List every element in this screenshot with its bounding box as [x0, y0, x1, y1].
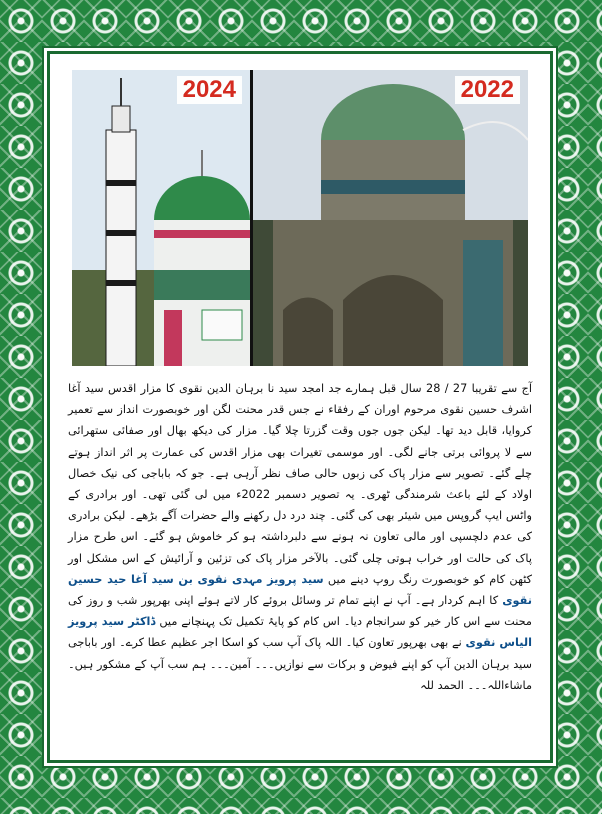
shrine-2024-illustration	[72, 70, 250, 366]
article-paragraph	[68, 378, 532, 696]
highlighted-name-2: ڈاکٹر سید پرویز الیاس نقوی	[68, 615, 532, 650]
shrine-2022-illustration	[253, 70, 528, 366]
paragraph-part-1: آج سے تقریبا 27 / 28 سال قبل ہمارے جد امجد سید نا برہان الدین نقوی کا مزار اقدس سید آغا اشرف حسین نقوی مرحوم اوران کے رفقاء نے جس قدر محنت لگن اور خوبصورت انداز سے تعمیر کروایا، قابل دید تھا۔ لیکن جوں جوں وقت گزرتا چلا گیا۔ مزار کی دیکھ بھال اور صفائی ستھرائی سے لا پروائی برتی جانے لگی۔ اور موسمی تغیرات بھی مزار اقدس کی عمارت پر اثر انداز ہوتے چلے گئے۔ تصویر سے مزار پاک کی زبوں حالی صاف نظر آرہی ہے۔ جو کہ باباجی کی نیک خصال اولاد کے لئے باعث شرمندگی ٹھری۔ یہ تصویر دسمبر 2022ء میں لی گئی تھی۔ اور برادری کے واٹس ایپ گروپس میں شیئر بھی کی گئی۔ چند درد دل رکھنے والے حضرات آگے بڑھے۔ لیکن برادری کی عدم دلچسپی اور مالی تعاون نہ ہونے سے دلبرداشتہ ہو کر خاموش ہو گئے۔ اس طرح مزار پاک کی حالت اور خراب ہوتی چلی گئی۔ بالآخر مزار پاک کی تزئین و آرائیش کے اس مشکل اور کٹھن کام کو خوبصورت رنگ روپ دینے میں	[68, 382, 532, 586]
article-text	[68, 378, 532, 748]
photo-2024	[72, 70, 250, 366]
year-label-2022: 2022	[455, 76, 520, 104]
year-label-2024: 2024	[177, 76, 242, 104]
photo-2022	[253, 70, 528, 366]
paragraph-part-3: نے بھی بھرپور تعاون کیا۔ اللہ پاک آپ سب کو اسکا اجر عظیم عطا کرے۔ اور باباجی سید برہان الدین آپ کو اپنے فیوض و برکات سے نوازیں۔۔۔ آمین۔۔۔ ہم سب آپ کے مشکور ہیں۔ ماشاءاللہ۔۔۔ الحمد للہ	[68, 636, 532, 692]
paragraph-part-2: کا اہم کردار ہے۔ آپ نے اپنے تمام تر وسائل بروئے کار لاتے ہوئے اپنی بھرپور شب و روز کی محنت سے اس کار خیر کو سرانجام دیا۔ اس کام کو پایۂ تکمیل تک پہنچانے میں	[68, 594, 532, 629]
photo-comparison	[72, 70, 528, 366]
highlighted-name-1: سید پرویز مہدی نقوی بن سید آغا حید حسین نقوی	[68, 572, 533, 608]
content-panel	[50, 54, 550, 760]
